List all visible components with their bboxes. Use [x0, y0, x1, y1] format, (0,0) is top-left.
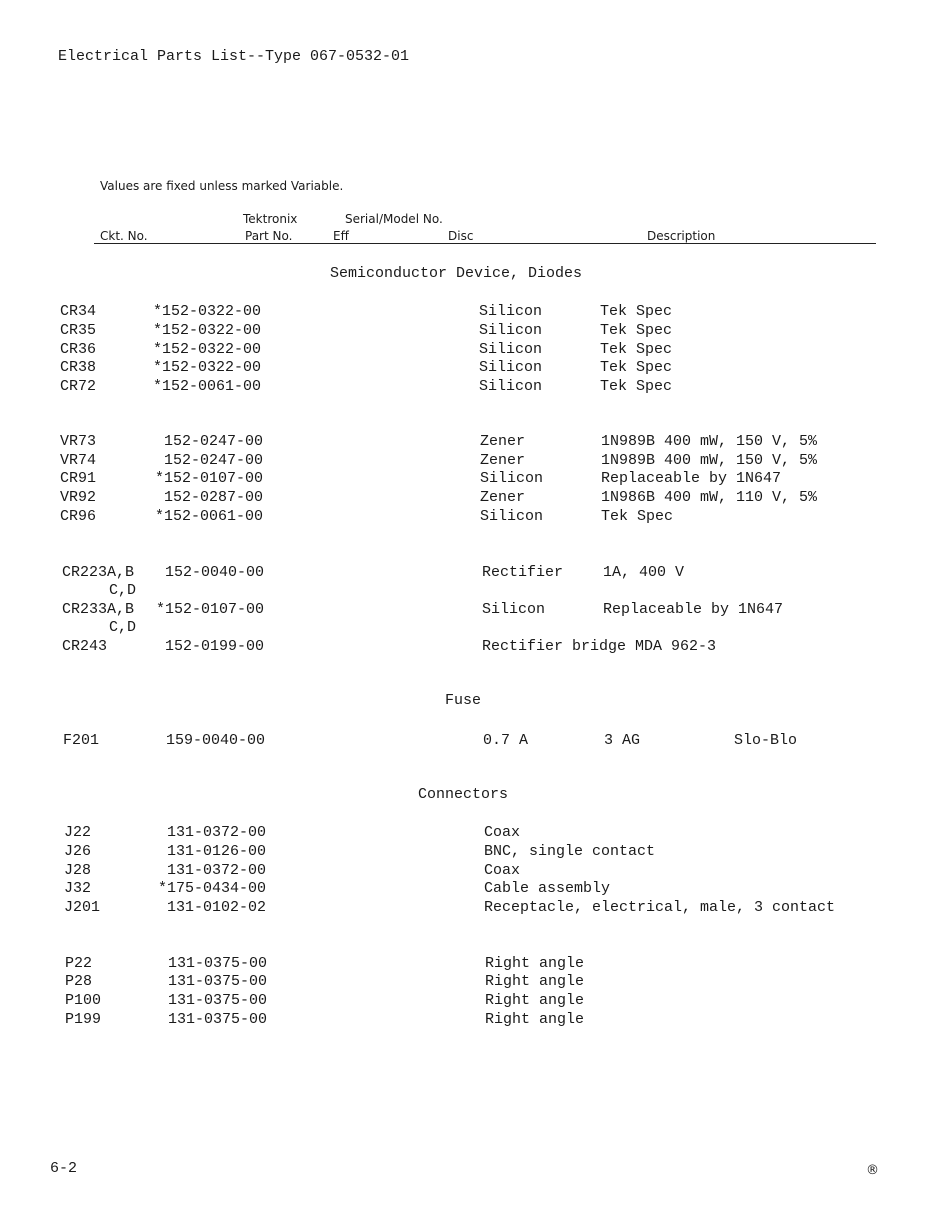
desc-extra: Slo-Blo [734, 732, 798, 749]
ckt-no: F201 [63, 732, 100, 749]
ckt-no-continuation: C,D [109, 582, 137, 599]
parts-row-continuation [0, 619, 950, 638]
parts-row [0, 899, 950, 918]
ckt-no: CR243 [62, 638, 108, 655]
desc-type: Right angle [485, 955, 585, 972]
part-no: *152-0107-00 [156, 601, 265, 618]
parts-row [0, 732, 950, 751]
ckt-no: CR96 [60, 508, 97, 525]
ckt-no: CR36 [60, 341, 97, 358]
part-no: *152-0322-00 [153, 341, 262, 358]
ckt-no: VR92 [60, 489, 97, 506]
part-no: *152-0322-00 [153, 359, 262, 376]
desc-type: Right angle [485, 973, 585, 990]
parts-row [0, 341, 950, 360]
parts-row [0, 638, 950, 657]
desc-type: Zener [480, 489, 526, 506]
desc-detail: Tek Spec [600, 303, 673, 320]
ckt-no: CR72 [60, 378, 97, 395]
desc-type: Silicon [480, 508, 544, 525]
part-no: 152-0287-00 [164, 489, 264, 506]
parts-row [0, 470, 950, 489]
parts-row [0, 862, 950, 881]
desc-type: Silicon [479, 378, 543, 395]
parts-row [0, 303, 950, 322]
ckt-no: P28 [65, 973, 93, 990]
ckt-no: CR233A,B [62, 601, 135, 618]
parts-row [0, 322, 950, 341]
ckt-no: CR34 [60, 303, 97, 320]
desc-detail: Replaceable by 1N647 [601, 470, 782, 487]
desc-detail: 1N989B 400 mW, 150 V, 5% [601, 433, 818, 450]
desc-type: Cable assembly [484, 880, 611, 897]
ckt-no: J26 [64, 843, 92, 860]
desc-detail: Tek Spec [600, 378, 673, 395]
col-ckt: Ckt. No. [100, 229, 148, 243]
part-no: *152-0061-00 [153, 378, 262, 395]
part-no: 131-0372-00 [167, 862, 267, 879]
desc-type: Zener [480, 452, 526, 469]
ckt-no: P22 [65, 955, 93, 972]
ckt-no: P100 [65, 992, 102, 1009]
desc-type: Silicon [479, 359, 543, 376]
values-note: Values are fixed unless marked Variable. [100, 179, 344, 193]
section-connectors: Connectors [418, 786, 509, 803]
part-no: 131-0372-00 [167, 824, 267, 841]
desc-type: Right angle [485, 1011, 585, 1028]
ckt-no: J22 [64, 824, 92, 841]
col-description: Description [647, 229, 716, 243]
desc-type: BNC, single contact [484, 843, 656, 860]
part-no: 131-0375-00 [168, 973, 268, 990]
desc-type: Right angle [485, 992, 585, 1009]
part-no: 152-0247-00 [164, 452, 264, 469]
desc-detail: 1A, 400 V [603, 564, 685, 581]
ckt-no: VR74 [60, 452, 97, 469]
desc-type: Silicon [480, 470, 544, 487]
registered-mark: ® [866, 1163, 879, 1178]
col-eff: Eff [333, 229, 349, 243]
part-no: *175-0434-00 [158, 880, 267, 897]
ckt-no: CR35 [60, 322, 97, 339]
part-no: 152-0247-00 [164, 433, 264, 450]
parts-row [0, 880, 950, 899]
desc-type: Coax [484, 824, 521, 841]
parts-row [0, 973, 950, 992]
desc-type: Silicon [479, 341, 543, 358]
parts-row [0, 1011, 950, 1030]
parts-row [0, 843, 950, 862]
part-no: 131-0375-00 [168, 1011, 268, 1028]
ckt-no: J201 [64, 899, 101, 916]
desc-type: Receptacle, electrical, male, 3 contact [484, 899, 836, 916]
part-no: 131-0102-02 [167, 899, 267, 916]
desc-type: Silicon [482, 601, 546, 618]
ckt-no: VR73 [60, 433, 97, 450]
parts-row [0, 359, 950, 378]
desc-type: Silicon [479, 322, 543, 339]
parts-row [0, 601, 950, 620]
section-fuse: Fuse [445, 692, 482, 709]
col-tektronix: Tektronix [243, 212, 298, 226]
parts-row [0, 452, 950, 471]
header-rule [94, 243, 876, 244]
desc-type: 0.7 A [483, 732, 529, 749]
ckt-no: J28 [64, 862, 92, 879]
parts-row [0, 489, 950, 508]
page-number: 6-2 [50, 1160, 78, 1177]
parts-row [0, 992, 950, 1011]
part-no: 159-0040-00 [166, 732, 266, 749]
part-no: *152-0107-00 [155, 470, 264, 487]
desc-detail: Tek Spec [600, 322, 673, 339]
ckt-no: P199 [65, 1011, 102, 1028]
parts-row [0, 433, 950, 452]
ckt-no: J32 [64, 880, 92, 897]
col-disc: Disc [448, 229, 474, 243]
desc-detail: 1N986B 400 mW, 110 V, 5% [601, 489, 818, 506]
desc-detail: 3 AG [604, 732, 641, 749]
desc-type: Rectifier bridge MDA 962-3 [482, 638, 717, 655]
page-title: Electrical Parts List--Type 067-0532-01 [58, 48, 410, 65]
part-no: 152-0199-00 [165, 638, 265, 655]
ckt-no: CR38 [60, 359, 97, 376]
parts-row-continuation [0, 582, 950, 601]
part-no: *152-0322-00 [153, 303, 262, 320]
parts-row [0, 824, 950, 843]
part-no: 131-0375-00 [168, 955, 268, 972]
part-no: 131-0126-00 [167, 843, 267, 860]
desc-type: Coax [484, 862, 521, 879]
desc-detail: Replaceable by 1N647 [603, 601, 784, 618]
part-no: 131-0375-00 [168, 992, 268, 1009]
col-serial: Serial/Model No. [345, 212, 443, 226]
ckt-no: CR91 [60, 470, 97, 487]
parts-row [0, 564, 950, 583]
desc-type: Silicon [479, 303, 543, 320]
part-no: *152-0061-00 [155, 508, 264, 525]
desc-detail: Tek Spec [600, 359, 673, 376]
part-no: *152-0322-00 [153, 322, 262, 339]
ckt-no: CR223A,B [62, 564, 135, 581]
desc-detail: Tek Spec [600, 341, 673, 358]
part-no: 152-0040-00 [165, 564, 265, 581]
desc-detail: Tek Spec [601, 508, 674, 525]
col-partno: Part No. [245, 229, 293, 243]
ckt-no-continuation: C,D [109, 619, 137, 636]
section-diodes: Semiconductor Device, Diodes [330, 265, 583, 282]
desc-detail: 1N989B 400 mW, 150 V, 5% [601, 452, 818, 469]
desc-type: Zener [480, 433, 526, 450]
parts-row [0, 955, 950, 974]
parts-row [0, 508, 950, 527]
desc-type: Rectifier [482, 564, 564, 581]
parts-row [0, 378, 950, 397]
